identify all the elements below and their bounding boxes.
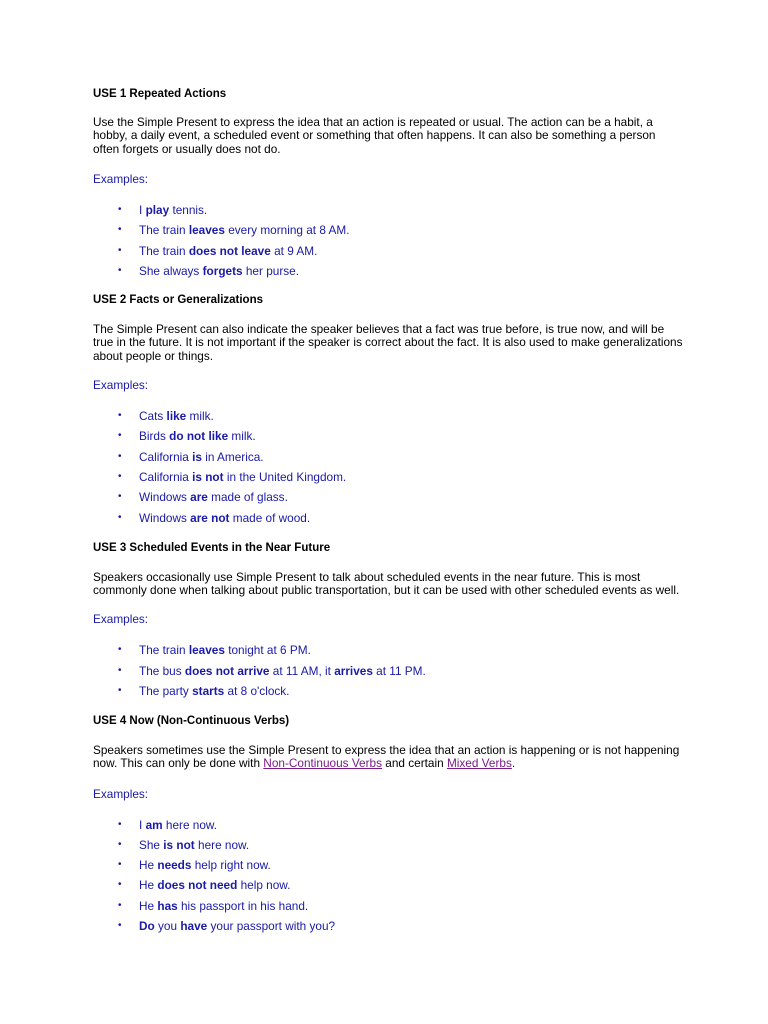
example-text: Windows are made of glass.: [139, 490, 288, 504]
mixed-verbs-link[interactable]: Mixed Verbs: [446, 756, 512, 771]
example-text: The bus does not arrive at 11 AM, it arrives at 11 PM.: [139, 664, 426, 678]
section-3-examples-label: Examples:: [93, 612, 149, 626]
non-continuous-verbs-link[interactable]: Non-Continuous Verbs: [263, 756, 382, 771]
bullet-icon: •: [118, 471, 122, 482]
bullet-icon: •: [118, 224, 122, 235]
section-3-heading: USE 3 Scheduled Events in the Near Future: [93, 542, 331, 554]
section-1-heading: USE 1 Repeated Actions: [93, 88, 227, 100]
example-text: Birds do not like milk.: [139, 429, 256, 443]
section-2-examples-label: Examples:: [93, 378, 149, 392]
bullet-icon: •: [118, 265, 122, 276]
section-4-heading: USE 4 Now (Non-Continuous Verbs): [93, 715, 290, 727]
example-text: He needs help right now.: [139, 858, 271, 872]
section-3-paragraph: Speakers occasionally use Simple Present to talk about scheduled events in the near future. This is most commonly done when talking about public transportation, but it can be used with other scheduled events as well.: [93, 570, 680, 598]
example-text: Cats like milk.: [139, 409, 214, 423]
example-text: He has his passport in his hand.: [139, 899, 309, 913]
section-2-heading: USE 2 Facts or Generalizations: [93, 294, 264, 306]
bullet-icon: •: [118, 204, 122, 215]
bullet-icon: •: [118, 512, 122, 523]
bullet-icon: •: [118, 665, 122, 676]
bullet-icon: •: [118, 685, 122, 696]
bullet-icon: •: [118, 900, 122, 911]
example-text: Windows are not made of wood.: [139, 511, 311, 525]
bullet-icon: •: [118, 245, 122, 256]
example-text: I play tennis.: [139, 203, 208, 217]
section-1-paragraph: Use the Simple Present to express the idea that an action is repeated or usual. The action can be a habit, a hobby, a daily event, a scheduled event or something that often happens. It can also be something a person often forgets or usually does not do.: [93, 115, 656, 156]
section-1-examples-label: Examples:: [93, 172, 149, 186]
bullet-icon: •: [118, 879, 122, 890]
example-text: California is not in the United Kingdom.: [139, 470, 347, 484]
bullet-icon: •: [118, 819, 122, 830]
bullet-icon: •: [118, 644, 122, 655]
bullet-icon: •: [118, 839, 122, 850]
bullet-icon: •: [118, 920, 122, 931]
bullet-icon: •: [118, 491, 122, 502]
bullet-icon: •: [118, 430, 122, 441]
example-text: The train does not leave at 9 AM.: [139, 244, 318, 258]
section-2-paragraph: The Simple Present can also indicate the speaker believes that a fact was true before, is true now, and will be true in the future. It is not important if the speaker is correct about the fact. It is also used to make generalizations about people or things.: [93, 322, 683, 363]
example-text: The train leaves every morning at 8 AM.: [139, 223, 350, 237]
example-text: Do you have your passport with you?: [139, 919, 336, 933]
example-text: California is in America.: [139, 450, 264, 464]
example-text: The train leaves tonight at 6 PM.: [139, 643, 311, 657]
bullet-icon: •: [118, 859, 122, 870]
section-4-paragraph: Speakers sometimes use the Simple Present to express the idea that an action is happening or is not happening now. This can only be done with Non-Continuous Verbs and certain Mixed Verbs.: [93, 743, 680, 771]
example-text: She always forgets her purse.: [139, 264, 299, 278]
example-text: The party starts at 8 o'clock.: [139, 684, 290, 698]
example-text: I am here now.: [139, 818, 218, 832]
example-text: She is not here now.: [139, 838, 250, 852]
section-4-examples-label: Examples:: [93, 787, 149, 801]
example-text: He does not need help now.: [139, 878, 291, 892]
bullet-icon: •: [118, 451, 122, 462]
bullet-icon: •: [118, 410, 122, 421]
